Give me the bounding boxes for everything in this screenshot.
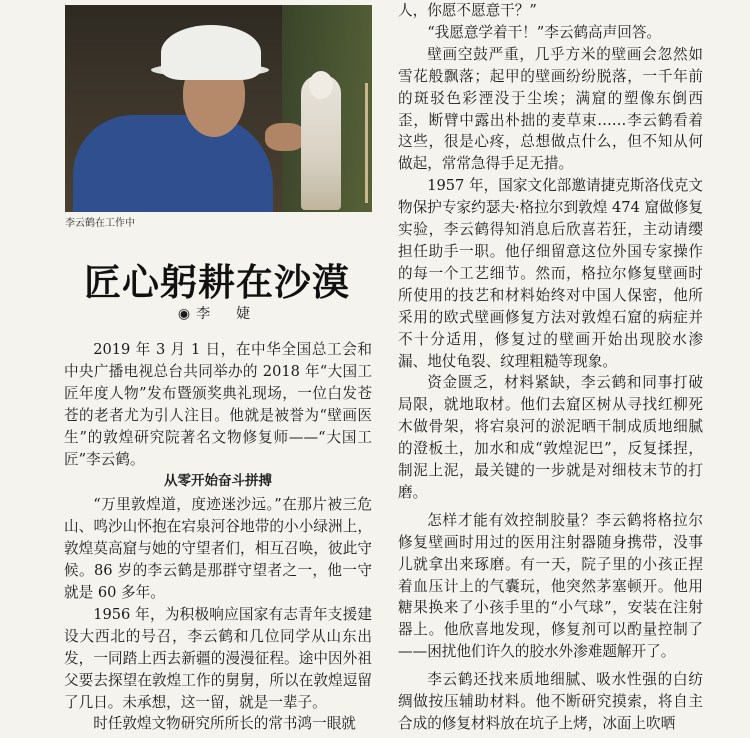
- body-paragraph: 李云鹤还找来质地细腻、吸水性强的白纺绸做按压辅助材料。他不断研究摸索，将自主合成的修复材料放在坑子上烤，冰面上吹晒: [398, 671, 703, 732]
- photo-statue-head: [309, 71, 333, 99]
- photo-hat: [161, 25, 261, 80]
- intro-paragraph: 2019 年 3 月 1 日，在中华全国总工会和中央广播电视总台共同举办的 2018 年“大国工匠年度人物”发布暨颁奖典礼现场，一位白发苍苍的老者尤为引人注目。他就是被誉为“壁画医生”的敦煌研究院著名文物修复师——“大国工匠”李云鹤。: [64, 341, 372, 468]
- photo-hand: [265, 123, 305, 151]
- body-paragraph: 人，你愿不愿意干？”: [398, 2, 537, 19]
- article-title: 匠心躬耕在沙漠: [84, 260, 350, 304]
- body-paragraph: 时任敦煌文物研究所所长的常书鸿一眼就: [93, 715, 356, 733]
- photo-caption: 李云鹤在工作中: [65, 218, 135, 229]
- body-paragraph: 资金匮乏，材料紧缺，李云鹤和同事打破局限，就地取材。他们去窟区树从寻找红柳死木做骨架，将宕泉河的淤泥晒干制成质地细腻的澄板土，加水和成“敦煌泥巴”，反复揉捏，制泥上泥，最关键的一步就是对细枝末节的打磨。: [398, 374, 703, 501]
- article-photo: [65, 5, 372, 212]
- left-column: [64, 339, 372, 735]
- body-paragraph: 壁画空鼓严重，几乎方米的壁画会忽然如雪花般飘落；起甲的壁画纷纷脱落，一千年前的斑驳色彩湮没于尘埃；满窟的塑像东倒西歪，断臂中露出朴拙的麦草束……李云鹤看着这些，很是心疼，总想做点什么，但不知从何做起，常常急得手足无措。: [398, 45, 703, 173]
- body-paragraph: 怎样才能有效控制胶量？李云鹤将格拉尔修复壁画时用过的医用注射器随身携带，没事儿就拿出来琢磨。有一天，院子里的小孩正捏着血压计上的气囊玩，他突然茅塞顿开。他用糖果换来了小孩手里的“小气球”，安装在注射器上。他欣喜地发现，修复剂可以酌量控制了——困扰他们许久的胶水外渗难题解开了。: [398, 511, 703, 661]
- article-author: ◉李 婕: [177, 306, 257, 322]
- section-subheading: 从零开始奋斗拼搏: [164, 473, 272, 490]
- photo-person-coat: [73, 115, 273, 212]
- photo-stick: [365, 83, 368, 203]
- right-column: [398, 0, 703, 735]
- body-paragraph: “我愿意学着干！”李云鹤高声回答。: [427, 23, 662, 41]
- body-paragraph: “万里敦煌道，度迹迷沙远。”在那片被三危山、鸣沙山怀抱在宕泉河谷地带的小小绿洲上，敦煌莫高窟与她的守望者们，相互召唤，彼此守候。86 岁的李云鹤是那群守望者之一，他一守就是 60 多年。: [64, 496, 372, 601]
- body-paragraph: 1956 年，为积极响应国家有志青年支援建设大西北的号召，李云鹤和几位同学从山东出发，一同踏上西去新疆的漫漫征程。途中因外祖父要去探望在敦煌工作的舅舅，所以在敦煌逗留了几日。未承想，这一留，就是一辈子。: [64, 605, 372, 711]
- body-paragraph: 1957 年，国家文化部邀请捷克斯洛伐克文物保护专家约瑟夫·格拉尔到敦煌 474 窟做修复实验，李云鹤得知消息后欣喜若狂，主动请缨担任助手一职。他仔细留意这位外国专家操作的每一个工艺细节。然而，格拉尔修复壁画时所使用的技艺和材料始终对中国人保密，他所采用的欧式壁画修复方法对敦煌石窟的病症并不十分适用，修复过的壁画开始出现胶水渗漏、地仗龟裂、纹理粗糙等现象。: [398, 177, 703, 370]
